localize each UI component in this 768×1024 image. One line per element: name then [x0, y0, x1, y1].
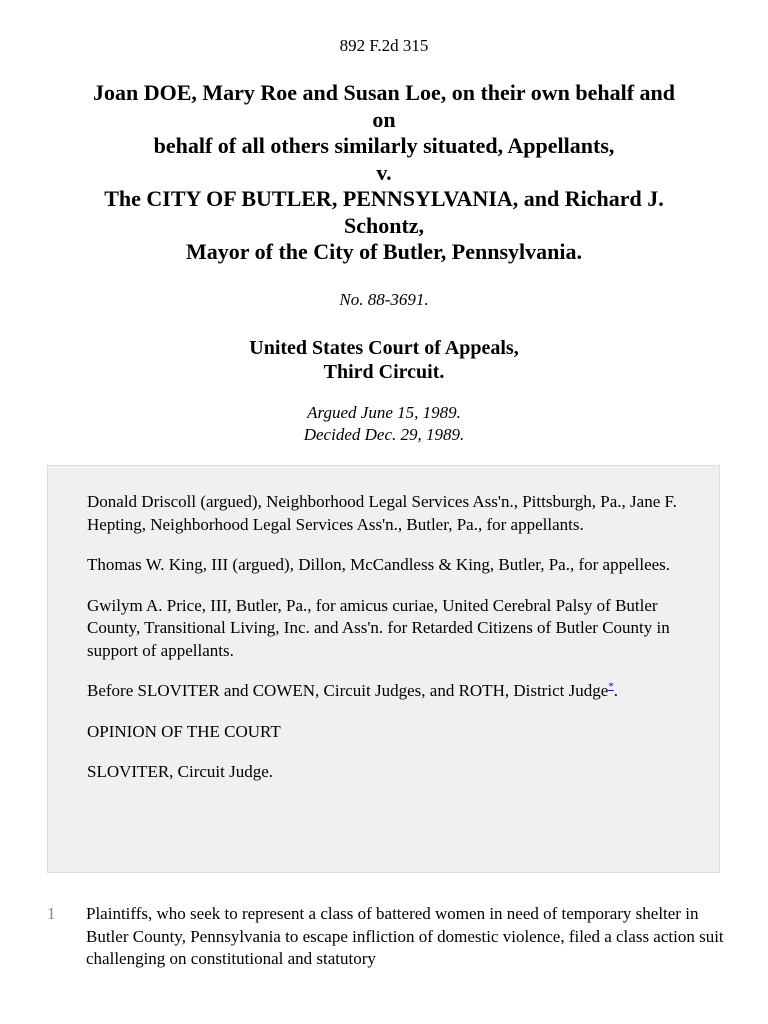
caption-line: on	[372, 106, 396, 132]
caption-line: Schontz,	[343, 212, 425, 238]
court-name	[0, 336, 768, 384]
caption-line: The CITY OF BUTLER, PENNSYLVANIA, and Richard J.	[104, 186, 664, 211]
panel-judges-text: Before SLOVITER and COWEN, Circuit Judges, and ROTH, District Judge	[87, 681, 609, 700]
counsel-appellants: Donald Driscoll (argued), Neighborhood Legal Services Ass'n., Pittsburgh, Pa., Jane F. Hepting, Neighborhood Legal Services Ass'n., Butler, Pa., for appellants.	[87, 492, 677, 534]
opinion-author: SLOVITER, Circuit Judge.	[87, 762, 274, 781]
case-dates	[0, 402, 768, 446]
citation: 892 F.2d 315	[339, 36, 429, 55]
paragraph-text: Plaintiffs, who seek to represent a class of battered women in need of temporary shelter in Butler County, Pennsylvania to escape infliction of domestic violence, filed a class action suit challenging on constitutional and statutory	[86, 904, 724, 968]
panel-judges	[87, 680, 687, 703]
caption-line: Joan DOE, Mary Roe and Susan Loe, on their own behalf and	[92, 80, 676, 105]
counsel-content	[87, 491, 687, 802]
caption-line: v.	[376, 159, 392, 185]
counsel-amicus: Gwilym A. Price, III, Butler, Pa., for amicus curiae, United Cerebral Palsy of Butler County, Transitional Living, Inc. and Ass'n. for Retarded Citizens of Butler County in support of appellants.	[87, 595, 670, 660]
docket-number: No. 88-3691.	[339, 290, 429, 309]
counsel-appellees: Thomas W. King, III (argued), Dillon, McCandless & King, Butler, Pa., for appellees.	[87, 555, 671, 574]
argued-date: Argued June 15, 1989.	[307, 403, 461, 422]
case-caption	[40, 80, 728, 266]
paragraph-number: 1	[47, 904, 56, 923]
caption-line: behalf of all others similarly situated, Appellants,	[153, 133, 615, 158]
panel-judges-end: .	[613, 681, 618, 700]
opinion-heading: OPINION OF THE COURT	[87, 721, 281, 741]
footnote-link[interactable]: *	[608, 680, 614, 693]
court-circuit-line: Third Circuit.	[323, 361, 445, 383]
decided-date: Decided Dec. 29, 1989.	[303, 425, 465, 444]
caption-line: Mayor of the City of Butler, Pennsylvania.	[186, 239, 582, 264]
counsel-panel	[47, 465, 720, 873]
court-name-line: United States Court of Appeals,	[249, 337, 519, 359]
